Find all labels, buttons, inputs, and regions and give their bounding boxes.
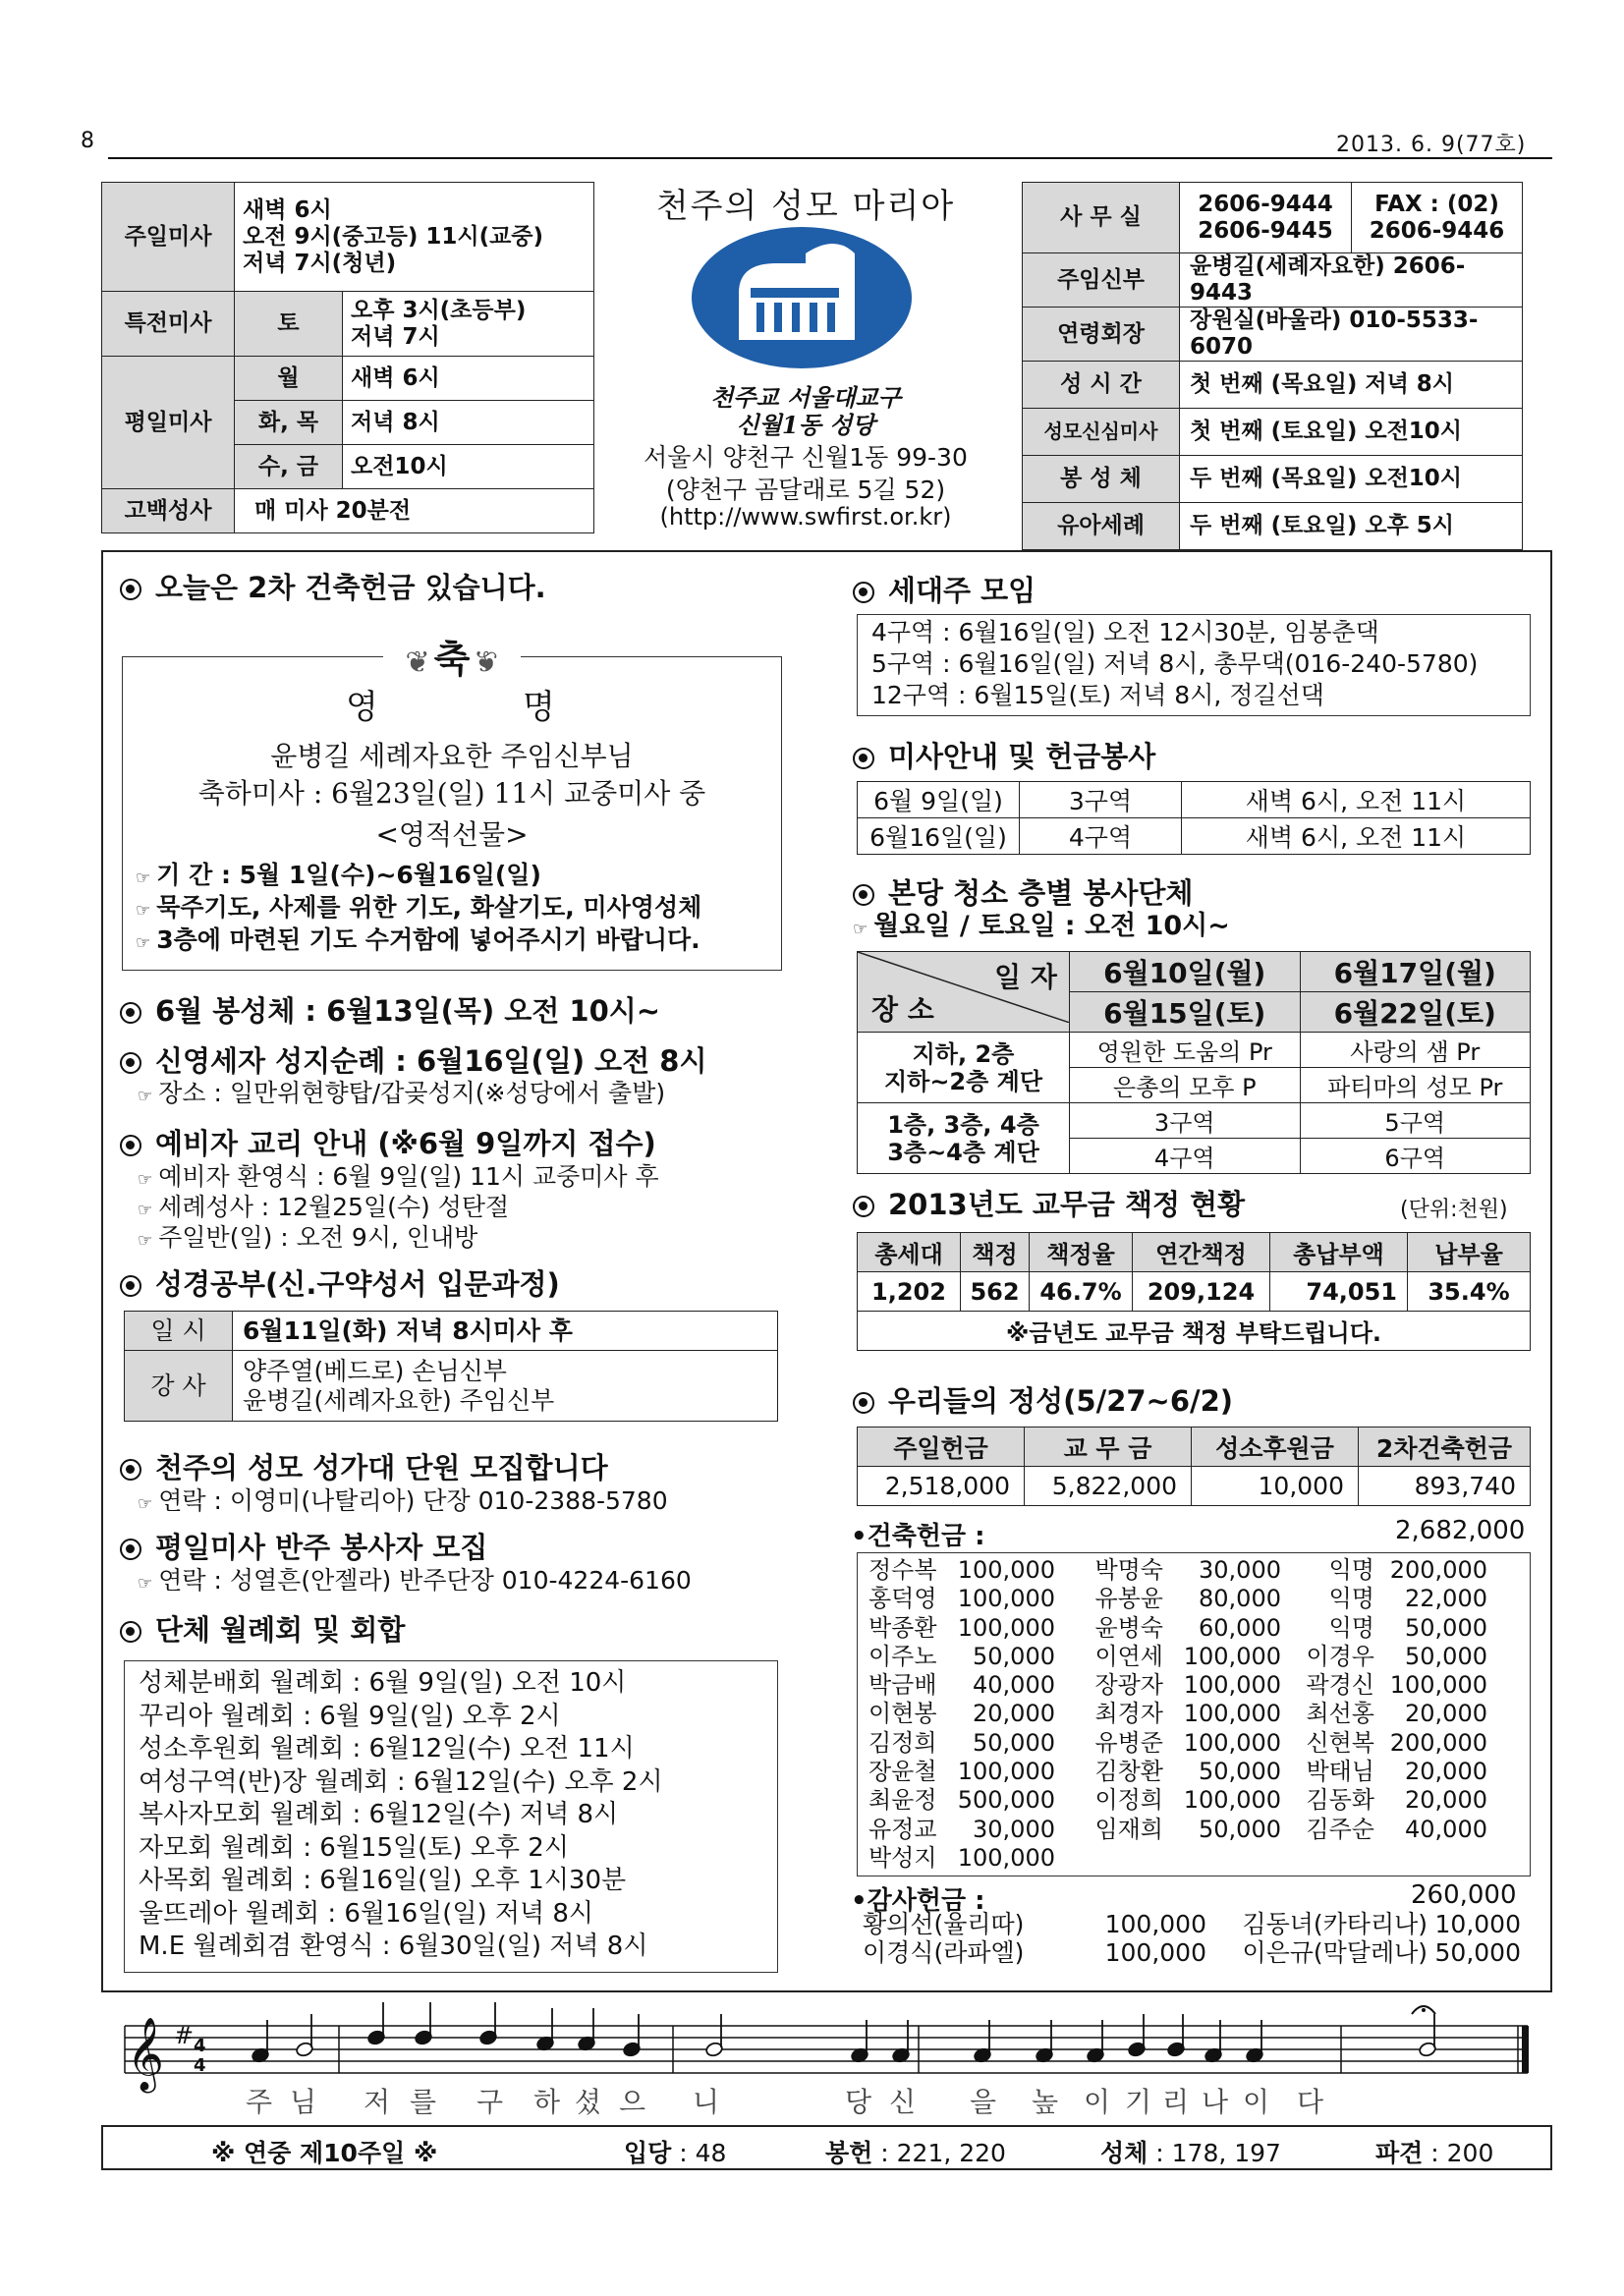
donor-amount: 20,000: [1405, 1786, 1487, 1815]
footer-box: [101, 2125, 1552, 2170]
donor-name: 이경우: [1306, 1642, 1374, 1670]
bible-date-label: 일 시: [125, 1312, 233, 1351]
office-table: [1022, 182, 1523, 550]
donor-name: 익명: [1328, 1613, 1374, 1642]
confession-label: 고백성사: [102, 489, 235, 533]
donor-amount: 50,000: [1405, 1642, 1487, 1670]
lyric-syllable: 님: [290, 2086, 317, 2118]
dismissal-hymn: 파견 : 200: [1375, 2139, 1494, 2167]
donor-amount: 100,000: [1183, 1700, 1281, 1728]
svg-text:4: 4: [194, 2036, 206, 2056]
pointing-hand-icon: ☞: [138, 1087, 153, 1106]
pointing-hand-icon: ☞: [136, 901, 151, 921]
donor-row: [868, 1700, 1527, 1728]
sunday-mass-times: 새벽 6시 오전 9시(중고등) 11시(교중) 저녁 7시(청년): [235, 183, 594, 292]
pointing-hand-icon: ☞: [138, 1574, 153, 1594]
donor-name: 곽경신: [1306, 1671, 1374, 1700]
donor-amount: 100,000: [957, 1758, 1055, 1786]
lyric-syllable: 셨: [575, 2086, 602, 2118]
donor-name: 유봉윤: [1094, 1585, 1163, 1613]
building-fund-label: •건축헌금 :: [851, 1522, 985, 1551]
donor-name: 유병준: [1094, 1728, 1163, 1757]
donor-row: [868, 1671, 1527, 1700]
special-mass-label: 특전미사: [102, 292, 235, 357]
meeting-item: 성체분배회 월례회 : 6월 9일(일) 오전 10시: [139, 1668, 627, 1698]
lyric-syllable: 나: [1202, 2086, 1229, 2118]
weekday-time: 오전10시: [343, 445, 594, 489]
sick-communion-value: 두 번째 (목요일) 오전10시: [1180, 456, 1523, 503]
pointing-hand-icon: ☞: [138, 1231, 153, 1251]
choir-heading: 천주의 성모 성가대 단원 모집합니다: [120, 1449, 608, 1486]
issue-date: 2013. 6. 9(77호): [1336, 133, 1527, 157]
donor-amount: 50,000: [1199, 1758, 1281, 1786]
donor-name: 임재희: [1094, 1815, 1163, 1843]
donor-amount: 100,000: [1389, 1671, 1487, 1700]
meeting-item: 사목회 월례회 : 6월16일(일) 오후 1시30분: [139, 1866, 627, 1895]
infant-baptism-value: 두 번째 (토요일) 오후 5시: [1180, 503, 1523, 550]
gift-item: ☞ 묵주기도, 사제를 위한 기도, 화살기도, 미사영성체: [136, 893, 702, 922]
donor-name: 정수복: [868, 1556, 937, 1584]
donor-name: 박금배: [868, 1671, 937, 1700]
cleaning-table: [857, 951, 1531, 1174]
catechumen-line: ☞ 예비자 환영식 : 6월 9일(일) 11시 교중미사 후: [138, 1162, 659, 1191]
gift-item: ☞ 기 간 : 5월 1일(수)~6월16일(일): [136, 861, 541, 889]
pastor-label: 주임신부: [1023, 253, 1180, 308]
catechumen-heading: 예비자 교리 안내 (※6월 9일까지 접수): [120, 1125, 656, 1162]
donor-row: [868, 1786, 1527, 1815]
marian-mass-label: 성모신심미사: [1023, 409, 1180, 456]
donor-amount: 100,000: [957, 1585, 1055, 1613]
lyric-syllable: 이: [1243, 2086, 1270, 2118]
donor-amount: 40,000: [1405, 1815, 1487, 1843]
footer-title: ※ 연중 제10주일 ※: [211, 2139, 438, 2167]
catechumen-line: ☞ 세례성사 : 12월25일(수) 성탄절: [138, 1193, 510, 1221]
donor-name: 윤병숙: [1094, 1613, 1163, 1642]
offering-heading: 우리들의 정성(5/27~6/2): [853, 1382, 1233, 1420]
church-name-line2: 신월1동 성당: [736, 411, 875, 439]
donor-name: 이연세: [1094, 1642, 1163, 1670]
offertory-hymn: 봉헌 : 221, 220: [825, 2139, 1006, 2167]
donor-name: 박태님: [1306, 1758, 1374, 1786]
donor-row: [868, 1585, 1527, 1613]
cleaning-corner: 일 자 장 소: [858, 952, 1070, 1033]
cleaning-date: 6월10일(월): [1070, 952, 1301, 992]
lyric-syllable: 으: [619, 2086, 646, 2118]
donor-amount: 20,000: [973, 1700, 1055, 1728]
lyrics: [113, 2081, 1547, 2118]
bible-lecturers: 양주열(베드로) 손님신부 윤병길(세례자요한) 주임신부: [233, 1351, 778, 1422]
donor-name: 홍덕영: [868, 1585, 937, 1613]
lyric-syllable: 저: [364, 2086, 391, 2118]
donor-name: 익명: [1328, 1585, 1374, 1613]
donor-name: 장광자: [1094, 1671, 1163, 1700]
lyric-syllable: 신: [889, 2086, 917, 2118]
church-motto: 천주의 성모 마리아: [655, 187, 956, 226]
pointing-hand-icon: ☞: [136, 933, 151, 953]
laurel-wreath: ❦ 축 ❦: [383, 629, 521, 688]
cleaning-group: 영원한 도움의 Pr: [1070, 1033, 1301, 1068]
infant-baptism-label: 유아세례: [1023, 503, 1180, 550]
church-road-address: (양천구 곰달래로 5길 52): [665, 476, 946, 504]
donor-name: [1281, 1844, 1374, 1873]
cleaning-date: 6월17일(월): [1300, 952, 1531, 992]
confession-value: 매 미사 20분전: [235, 489, 594, 533]
cleaning-group: 5구역: [1300, 1103, 1531, 1139]
donor-row: [868, 1844, 1527, 1873]
lyric-syllable: 당: [845, 2086, 872, 2118]
donor-row: [868, 1758, 1527, 1786]
gift-title: <영적선물>: [375, 818, 529, 851]
june-communion-heading: 6월 봉성체 : 6월13일(목) 오전 10시~: [120, 992, 660, 1030]
svg-text:4: 4: [194, 2055, 206, 2076]
donor-amount: 40,000: [973, 1671, 1055, 1700]
church-name-line1: 천주교 서울대교구: [710, 383, 901, 412]
donor-name: 박종환: [868, 1613, 937, 1642]
donor-amount: 200,000: [1389, 1728, 1487, 1757]
thanks-fund-total: 260,000: [1411, 1880, 1517, 1910]
church-logo: [688, 224, 916, 371]
cleaning-place: 지하, 2층 지하~2층 계단: [858, 1033, 1070, 1103]
holy-hour-label: 성 시 간: [1023, 362, 1180, 409]
office-fax: FAX : (02) 2606-9446: [1352, 183, 1523, 253]
lyric-syllable: 구: [476, 2086, 504, 2118]
donor-amount: 20,000: [1405, 1700, 1487, 1728]
meetings-heading: 단체 월례회 및 회합: [120, 1611, 405, 1649]
household-box: [857, 614, 1531, 716]
donor-row: [868, 1729, 1527, 1758]
meeting-item: 성소후원회 월례회 : 6월12일(수) 오전 11시: [139, 1734, 635, 1764]
donor-name: 김주순: [1306, 1815, 1374, 1843]
cleaning-sub: ☞ 월요일 / 토요일 : 오전 10시~: [853, 911, 1230, 941]
mass-schedule-table: [101, 182, 594, 533]
donor-amount: 100,000: [1183, 1786, 1281, 1815]
pointing-hand-icon: ☞: [138, 1170, 153, 1190]
mass-guide-heading: 미사안내 및 헌금봉사: [853, 738, 1155, 775]
donor-name: 이정희: [1094, 1786, 1163, 1815]
weekday-day: 월: [235, 357, 343, 401]
table-row: ※금년도 교무금 책정 부탁드립니다.: [858, 1312, 1531, 1351]
communion-hymn: 성체 : 178, 197: [1100, 2139, 1281, 2167]
donor-amount: 100,000: [1183, 1671, 1281, 1700]
household-heading: 세대주 모임: [853, 572, 1036, 609]
funeral-chair-value: 장원실(바울라) 010-5533-6070: [1180, 308, 1523, 362]
weekday-day: 화, 목: [235, 401, 343, 445]
donor-row: [868, 1643, 1527, 1671]
table-row: 6월16일(일) 4구역 새벽 6시, 오전 11시: [858, 818, 1531, 855]
donor-name: 신현복: [1306, 1728, 1374, 1757]
lyric-syllable: 주: [246, 2086, 273, 2118]
building-donor-list: [868, 1556, 1527, 1873]
bible-study-table: [124, 1311, 778, 1422]
donor-name: 김동화: [1306, 1786, 1374, 1815]
donor-amount: 60,000: [1199, 1613, 1281, 1642]
pastor-value: 윤병길(세례자요한) 2606-9443: [1180, 253, 1523, 308]
sick-communion-label: 봉 성 체: [1023, 456, 1180, 503]
donor-amount: [1374, 1844, 1487, 1873]
donor-amount: 30,000: [1199, 1556, 1281, 1584]
collection-notice: 오늘은 2차 건축헌금 있습니다.: [120, 569, 546, 606]
lyric-syllable: 를: [410, 2086, 437, 2118]
donor-name: 박명숙: [1094, 1556, 1163, 1584]
donor-name: 장윤철: [868, 1758, 937, 1786]
weekday-mass-label: 평일미사: [102, 357, 235, 489]
accompanist-contact: ☞ 연락 : 성열흔(안젤라) 반주단장 010-4224-6160: [138, 1566, 692, 1595]
pilgrimage-heading: 신영세자 성지순례 : 6월16일(일) 오전 8시: [120, 1042, 707, 1080]
holy-hour-value: 첫 번째 (목요일) 저녁 8시: [1180, 362, 1523, 409]
household-item: 12구역 : 6월15일(토) 저녁 8시, 정길선댁: [871, 681, 1324, 709]
page-number: 8: [81, 129, 94, 153]
pilgrimage-detail: ☞ 장소 : 일만위현향탑/갑곶성지(※성당에서 출발): [138, 1079, 666, 1107]
donor-amount: 20,000: [1405, 1758, 1487, 1786]
cleaning-group: 파티마의 성모 Pr: [1300, 1068, 1531, 1103]
lyric-syllable: 하: [533, 2086, 561, 2118]
donor-amount: 50,000: [973, 1728, 1055, 1757]
funeral-chair-label: 연령회장: [1023, 308, 1180, 362]
meeting-item: 울뜨레아 월례회 : 6월16일(일) 저녁 8시: [139, 1898, 594, 1929]
donor-row: [868, 1556, 1527, 1585]
donor-amount: 200,000: [1389, 1556, 1487, 1584]
bible-date-value: 6월11일(화) 저녁 8시미사 후: [233, 1312, 778, 1351]
church-address: 서울시 양천구 신월1동 99-30: [644, 443, 968, 472]
donor-amount: 100,000: [1183, 1728, 1281, 1757]
cleaning-group: 4구역: [1070, 1139, 1301, 1174]
donor-amount: [1163, 1844, 1281, 1873]
choir-contact: ☞ 연락 : 이영미(나탈리아) 단장 010-2388-5780: [138, 1486, 668, 1515]
lyric-syllable: 을: [970, 2086, 997, 2118]
household-item: 4구역 : 6월16일(일) 오전 12시30분, 임봉춘댁: [871, 618, 1379, 646]
donor-amount: 100,000: [957, 1556, 1055, 1584]
donor-row: [868, 1614, 1527, 1643]
donor-name: 김창환: [1094, 1758, 1163, 1786]
lyric-syllable: 기: [1125, 2086, 1152, 2118]
list-item: 황의선(율리따) 100,000 김동녀(카타리나) 10,000: [863, 1910, 1521, 1938]
bible-study-heading: 성경공부(신.구약성서 입문과정): [120, 1265, 560, 1303]
donor-amount: 500,000: [957, 1786, 1055, 1815]
donor-name: 최경자: [1094, 1700, 1163, 1728]
donor-amount: 100,000: [957, 1843, 1055, 1872]
donor-name: 익명: [1328, 1556, 1374, 1584]
donor-amount: 80,000: [1199, 1585, 1281, 1613]
meeting-item: M.E 월례회겸 환영식 : 6월30일(일) 저녁 8시: [139, 1932, 648, 1961]
thanks-donor-list: [863, 1910, 1531, 1967]
donor-amount: 50,000: [1405, 1613, 1487, 1642]
building-fund-total: 2,682,000: [1395, 1516, 1526, 1545]
donor-name: 이주노: [868, 1642, 937, 1670]
accompanist-heading: 평일미사 반주 봉사자 모집: [120, 1529, 487, 1566]
pointing-hand-icon: ☞: [138, 1201, 153, 1220]
special-mass-day: 토: [235, 292, 343, 357]
celebration-word1: 영: [346, 688, 378, 727]
weekday-day: 수, 금: [235, 445, 343, 489]
donor-amount: 100,000: [957, 1613, 1055, 1642]
entrance-hymn: 입당 : 48: [624, 2139, 727, 2167]
donor-name: [1055, 1844, 1163, 1873]
cleaning-place: 1층, 3층, 4층 3층~4층 계단: [858, 1103, 1070, 1174]
mass-guide-table: [857, 781, 1531, 855]
table-row: 총세대 책정 책정율 연간책정 총납부액 납부율: [858, 1233, 1531, 1272]
donor-name: 이현봉: [868, 1700, 937, 1728]
list-item: 이경식(라파엘) 100,000 이은규(막달레나) 50,000: [863, 1938, 1521, 1967]
donor-amount: 22,000: [1405, 1585, 1487, 1613]
svg-text:𝄞: 𝄞: [127, 2018, 164, 2091]
meeting-item: 자모회 월례회 : 6월15일(토) 오후 2시: [139, 1832, 569, 1863]
meeting-item: 꾸리아 월례회 : 6월 9일(일) 오후 2시: [139, 1701, 561, 1731]
donor-name: 최선홍: [1306, 1700, 1374, 1728]
household-item: 5구역 : 6월16일(일) 저녁 8시, 총무댁(016-240-5780): [871, 649, 1479, 678]
weekday-time: 저녁 8시: [343, 401, 594, 445]
celebration-line2: 축하미사 : 6월23일(일) 11시 교중미사 중: [197, 777, 706, 810]
catechumen-line: ☞ 주일반(일) : 오전 9시, 인내방: [138, 1223, 478, 1252]
cleaning-group: 은총의 모후 P: [1070, 1068, 1301, 1103]
pointing-hand-icon: ☞: [136, 868, 151, 888]
special-mass-times: 오후 3시(초등부) 저녁 7시: [343, 292, 594, 357]
marian-mass-value: 첫 번째 (토요일) 오전10시: [1180, 409, 1523, 456]
lyric-syllable: 높: [1032, 2086, 1059, 2118]
lyric-syllable: 다: [1297, 2086, 1324, 2118]
celebration-word2: 명: [523, 688, 555, 727]
dues-unit: (단위:천원): [1400, 1198, 1508, 1222]
cleaning-group: 6구역: [1300, 1139, 1531, 1174]
table-row: 주일헌금 교 무 금 성소후원금 2차건축헌금: [858, 1428, 1531, 1467]
celebration-line1: 윤병길 세례자요한 주임신부님: [270, 740, 634, 772]
donor-amount: 30,000: [973, 1815, 1055, 1843]
cleaning-date: 6월15일(토): [1070, 992, 1301, 1033]
pointing-hand-icon: ☞: [138, 1494, 153, 1514]
lyric-syllable: 니: [693, 2086, 720, 2118]
table-row: 6월 9일(일) 3구역 새벽 6시, 오전 11시: [858, 782, 1531, 818]
cleaning-group: 3구역: [1070, 1103, 1301, 1139]
gift-item: ☞ 3층에 마련된 기도 수거함에 넣어주시기 바랍니다.: [136, 925, 700, 954]
church-url: (http://www.swfirst.or.kr): [659, 503, 952, 531]
cleaning-heading: 본당 청소 층별 봉사단체: [853, 874, 1193, 912]
thanks-fund-label: •감사헌금 :: [851, 1886, 985, 1916]
pointing-hand-icon: ☞: [853, 920, 868, 939]
cleaning-date: 6월22일(토): [1300, 992, 1531, 1033]
cleaning-group: 사랑의 샘 Pr: [1300, 1033, 1531, 1068]
meetings-box: [124, 1660, 778, 1973]
table-row: 2,518,000 5,822,000 10,000 893,740: [858, 1467, 1531, 1506]
meeting-item: 복사자모회 월례회 : 6월12일(수) 저녁 8시: [139, 1800, 619, 1829]
lyric-syllable: 리: [1162, 2086, 1190, 2118]
office-label: 사 무 실: [1023, 183, 1180, 253]
office-phones: 2606-9444 2606-9445: [1180, 183, 1352, 253]
table-row: 1,202 562 46.7% 209,124 74,051 35.4%: [858, 1272, 1531, 1312]
bible-lecturer-label: 강 사: [125, 1351, 233, 1422]
donor-amount: 50,000: [1199, 1815, 1281, 1843]
celebration-title: 축: [433, 637, 471, 681]
donor-name: 유정교: [868, 1815, 937, 1843]
weekday-time: 새벽 6시: [343, 357, 594, 401]
donor-name: 최윤정: [868, 1786, 937, 1815]
offering-table: [857, 1427, 1531, 1506]
svg-text:#: #: [174, 2022, 195, 2049]
meeting-item: 여성구역(반)장 월례회 : 6월12일(수) 오후 2시: [139, 1766, 663, 1797]
donor-name: 김정희: [868, 1728, 937, 1757]
donor-amount: 50,000: [973, 1642, 1055, 1670]
lyric-syllable: 이: [1084, 2086, 1111, 2118]
sunday-mass-label: 주일미사: [102, 183, 235, 292]
dues-table: [857, 1232, 1531, 1351]
donor-amount: 100,000: [1183, 1642, 1281, 1670]
donor-row: [868, 1816, 1527, 1844]
dues-heading: 2013년도 교무금 책정 현황: [853, 1186, 1245, 1223]
donor-name: 박성지: [868, 1843, 937, 1872]
